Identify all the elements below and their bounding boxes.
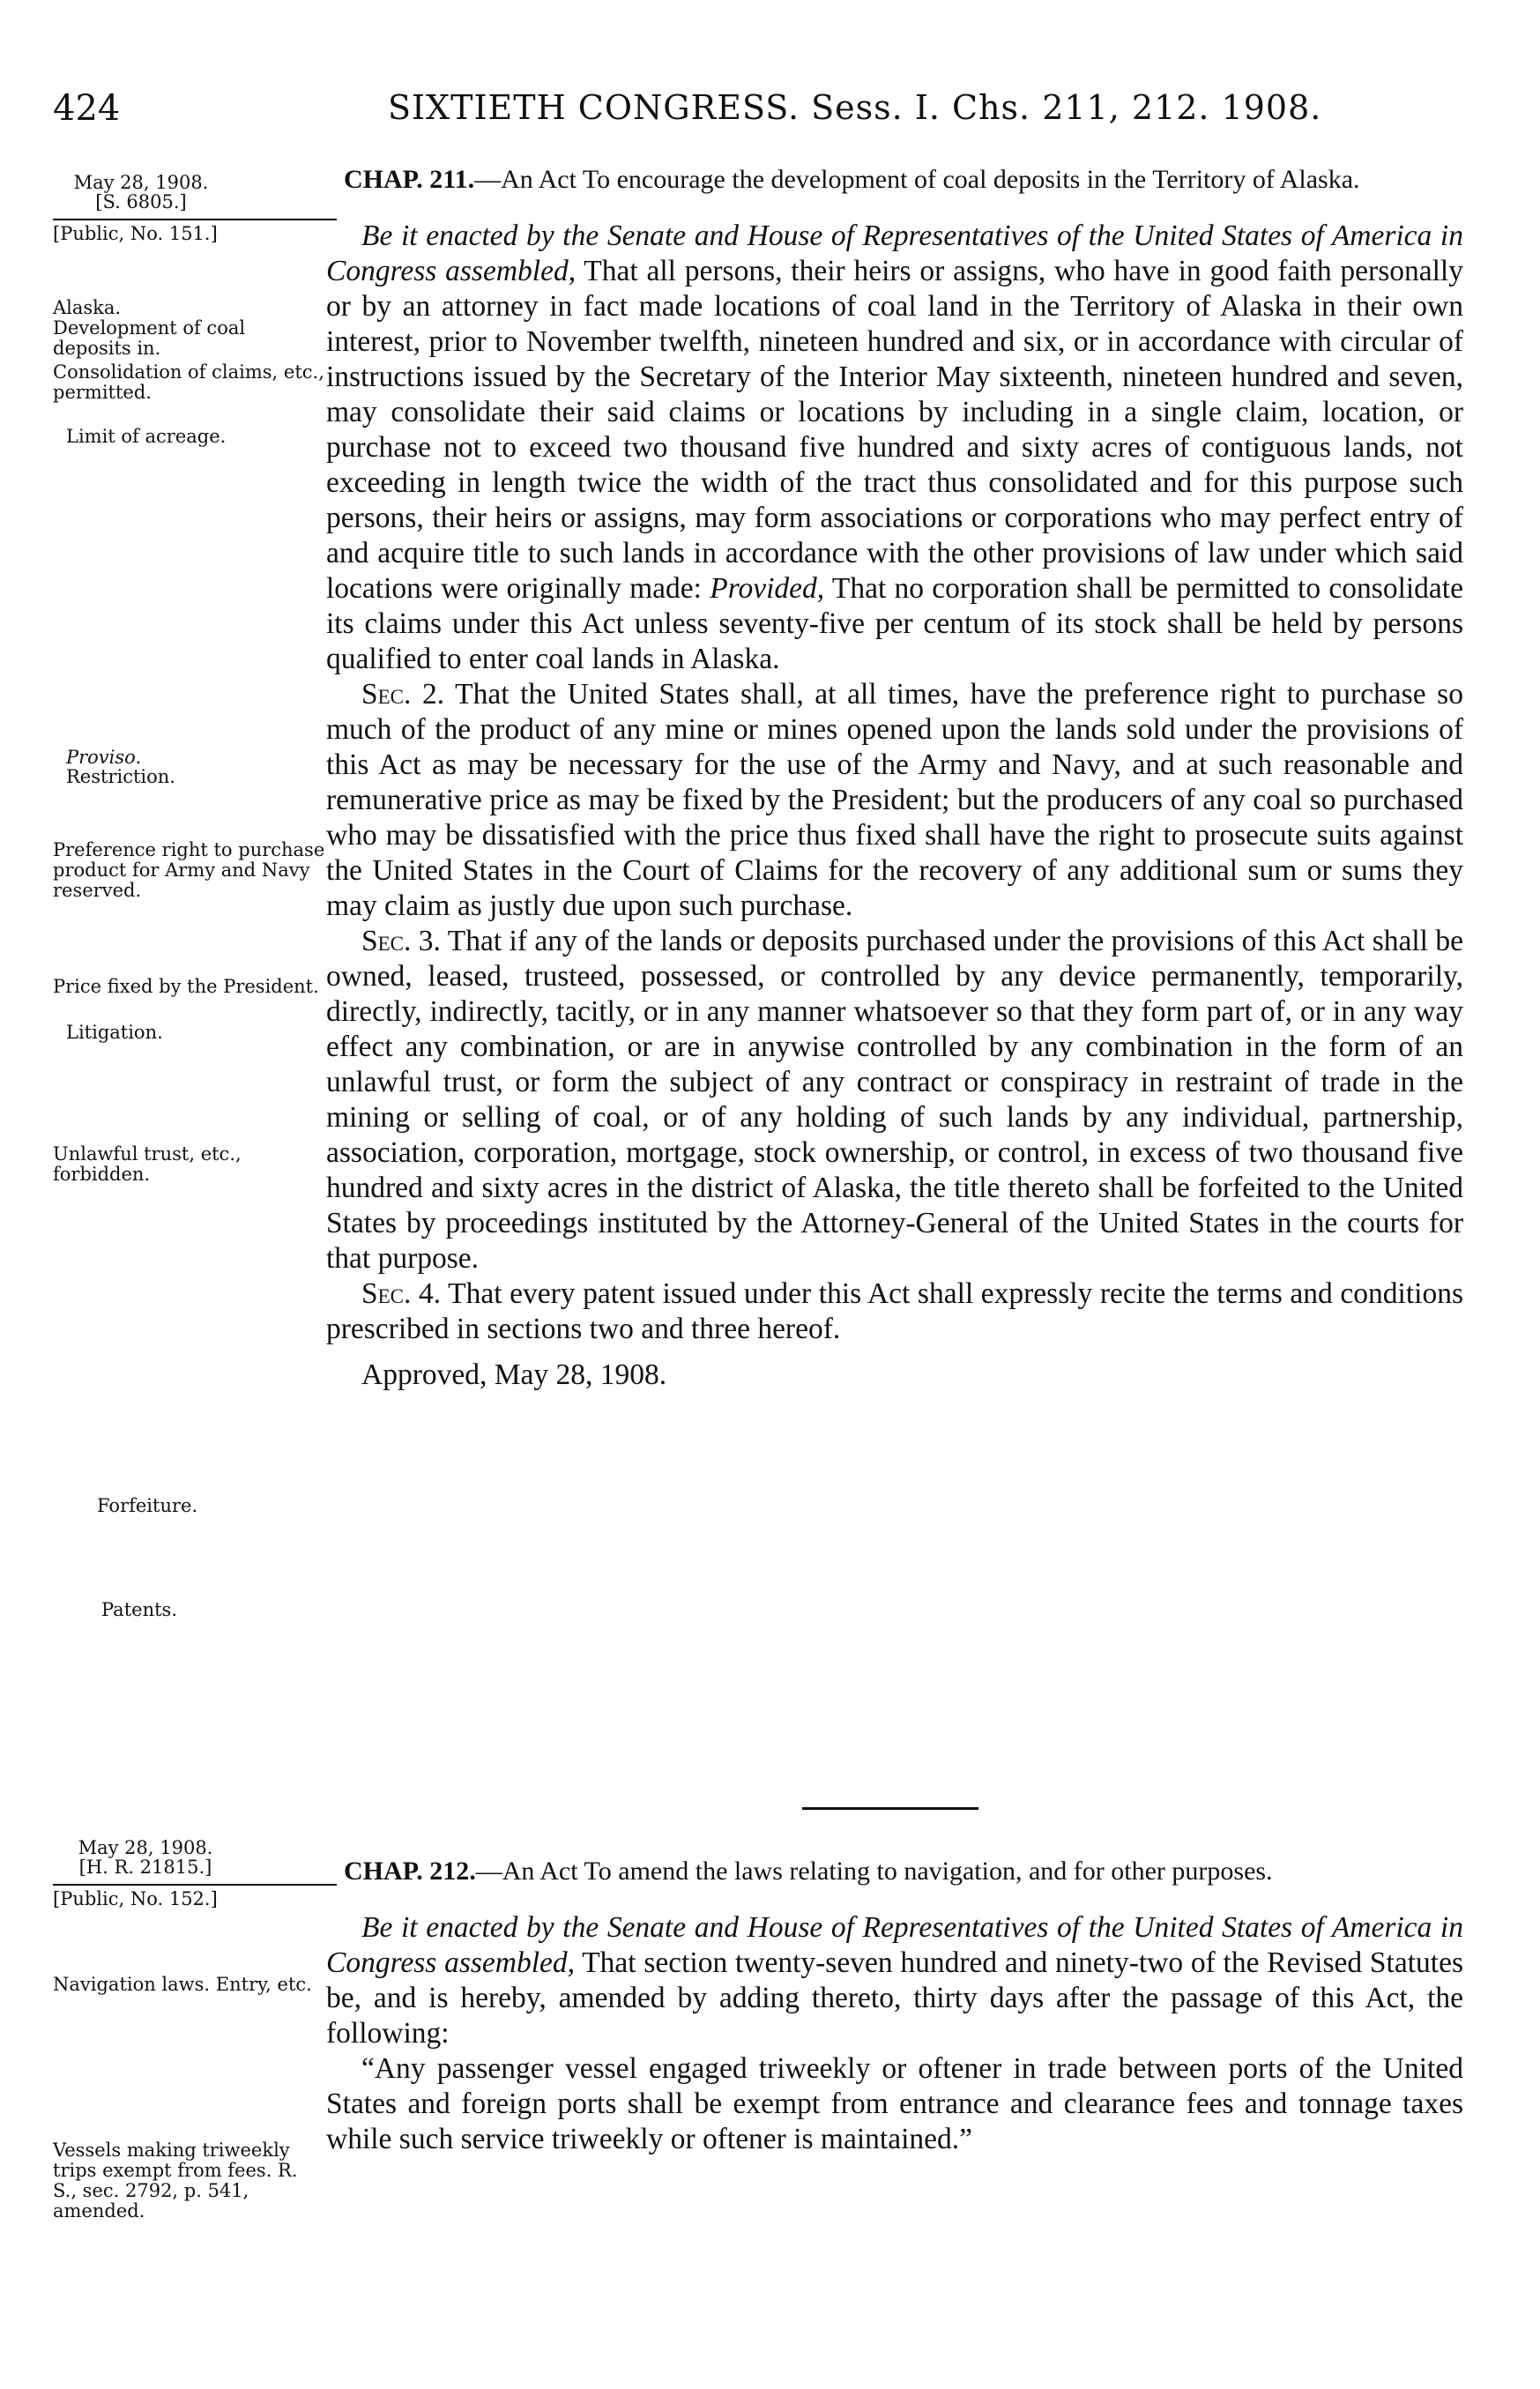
chap211-section-1: [326, 219, 1463, 677]
chapter-divider: [802, 1807, 978, 1810]
chap211-side-public: [Public, No. 151.]: [53, 223, 218, 244]
chap212-side-bill: [H. R. 21815.]: [78, 1857, 212, 1878]
chap211-sec4-label: Sec. 4.: [361, 1277, 442, 1310]
chap212-side-date: May 28, 1908.: [78, 1837, 213, 1858]
margin-note-preference: Preference right to purchase product for Army and Navy reserved.: [53, 839, 325, 901]
chap211-sec2-text: That the United States shall, at all times, have the preference right to purchase so much of the product of any mine or mines opened upon the lands sold under the provisions of this Act as may be necessary for the use of the Army and Navy, and at such reasonable and remunerative price as may be fixed by the President; but the producers of any coal so purchased who may be dissatisfied with the price thus fixed shall have the right to prosecute suits against the United States in the Court of Claims for the recovery of any additional sum or sums they may claim as justly due upon such purchase.: [326, 678, 1463, 922]
margin-note-price: Price fixed by the President.: [53, 976, 319, 997]
margin-note-navigation: Navigation laws. Entry, etc.: [53, 1974, 312, 1995]
chap212-label: CHAP. 212.: [344, 1857, 476, 1886]
chap211-sec2-label: Sec. 2.: [361, 678, 445, 711]
chap211-section-4: [326, 1276, 1463, 1347]
chap211-enacting-clause: Be it enacted by the Senate and House of Representatives of the United States of America in Congress assembled,: [326, 220, 1463, 287]
margin-note-vessels: Vessels making triweekly trips exempt from fees. R. S., sec. 2792, p. 541, amended.: [53, 2140, 298, 2222]
margin-note-alaska: Alaska.: [53, 297, 122, 318]
chap211-proviso-text: That no corporation shall be permitted to consolidate its claims under this Act unless seventy-five per centum of its stock shall be held by persons qualified to enter coal lands in Alaska.: [326, 572, 1463, 675]
chap211-title-text: —An Act To encourage the development of coal deposits in the Territory of Alaska.: [474, 165, 1360, 194]
chap212-enacting-clause: Be it enacted by the Senate and House of Representatives of the United States of America in Congress assembled,: [326, 1911, 1463, 1979]
chap211-side-rule: [53, 219, 337, 220]
chap212-title-text: —An Act To amend the laws relating to navigation, and for other purposes.: [475, 1857, 1273, 1886]
chap211-side-date: May 28, 1908.: [73, 172, 209, 193]
chap211-sec1-text: That all persons, their heirs or assigns, who have in good faith personally or by an attorney in fact made locations of coal land in the Territory of Alaska in their own interest, prior to November twelfth, nineteen hundred and six, or in accordance with circular of instructions issued by the Secretary of the Interior May sixteenth, nineteen hundred and seven, may consolidate their said claims or locations by including in a single claim, location, or purchase not to exceed two thousand five hundred and sixty acres of contiguous lands, not exceeding in length twice the width of the tract thus consolidated and for this purpose such persons, their heirs or assigns, may form associations or corporations who may perfect entry of and acquire title to such lands in accordance with the other provisions of law under which said locations were originally made:: [326, 255, 1463, 605]
chap212-section-1: [326, 1910, 1463, 2051]
margin-note-patents: Patents.: [101, 1599, 177, 1620]
margin-note-restriction: Restriction.: [66, 766, 175, 787]
chap211-side-bill: [S. 6805.]: [95, 191, 187, 212]
chap211-title: [326, 164, 1463, 196]
margin-note-proviso: Proviso.: [66, 747, 142, 768]
chap212-side-public: [Public, No. 152.]: [53, 1888, 218, 1909]
chap211-body: [326, 164, 1463, 1393]
chap212-body: [326, 1856, 1463, 2157]
chap211-sec3-label: Sec. 3.: [361, 925, 441, 957]
margin-note-consolidation: Consolidation of claims, etc., permitted.: [53, 361, 324, 403]
margin-note-unlawful: Unlawful trust, etc., forbidden.: [53, 1143, 242, 1185]
margin-note-litigation: Litigation.: [66, 1022, 163, 1043]
chap212-sec1-text: That section twenty-seven hundred and ninety-two of the Revised Statutes be, and is hereby, amended by adding thereto, thirty days after the passage of this Act, the following:: [326, 1946, 1463, 2050]
chap211-sec4-text: That every patent issued under this Act shall expressly recite the terms and conditions prescribed in sections two and three hereof.: [326, 1277, 1463, 1345]
chap212-title: [326, 1856, 1463, 1887]
chap211-sec3-text: That if any of the lands or deposits purchased under the provisions of this Act shall be owned, leased, trusteed, possessed, or controlled by any device permanently, temporarily, directly, indirectly, tacitly, or in any manner whatsoever so that they form part of, or in any way effect any combination, or are in anywise controlled by any combination in the form of an unlawful trust, or form the subject of any contract or conspiracy in restraint of trade in the mining or selling of coal, or of any holding of such lands by any individual, partnership, association, corporation, mortgage, stock ownership, or control, in excess of two thousand five hundred and sixty acres in the district of Alaska, the title thereto shall be forfeited to the United States by proceedings instituted by the Attorney-General of the United States in the courts for that purpose.: [326, 925, 1463, 1275]
chap211-section-3: [326, 924, 1463, 1276]
chap212-quote: “Any passenger vessel engaged triweekly or oftener in trade between ports of the United States and foreign ports shall be exempt from entrance and clearance fees and tonnage taxes while such service triweekly or oftener is maintained.”: [326, 2052, 1463, 2155]
margin-note-forfeiture: Forfeiture.: [97, 1495, 198, 1516]
page-header: [53, 88, 1463, 141]
page-number: 424: [53, 88, 121, 129]
chap211-section-2: [326, 677, 1463, 924]
chap211-label: CHAP. 211.: [344, 165, 475, 194]
chap212-side-rule: [53, 1884, 337, 1886]
running-head: SIXTIETH CONGRESS. Sess. I. Chs. 211, 212. 1908.: [388, 88, 1322, 127]
chap211-approved: Approved, May 28, 1908.: [361, 1358, 667, 1391]
chap211-proviso-word: Provided,: [710, 572, 825, 605]
margin-note-limit: Limit of acreage.: [66, 426, 227, 447]
margin-note-development: Development of coal deposits in.: [53, 317, 246, 359]
